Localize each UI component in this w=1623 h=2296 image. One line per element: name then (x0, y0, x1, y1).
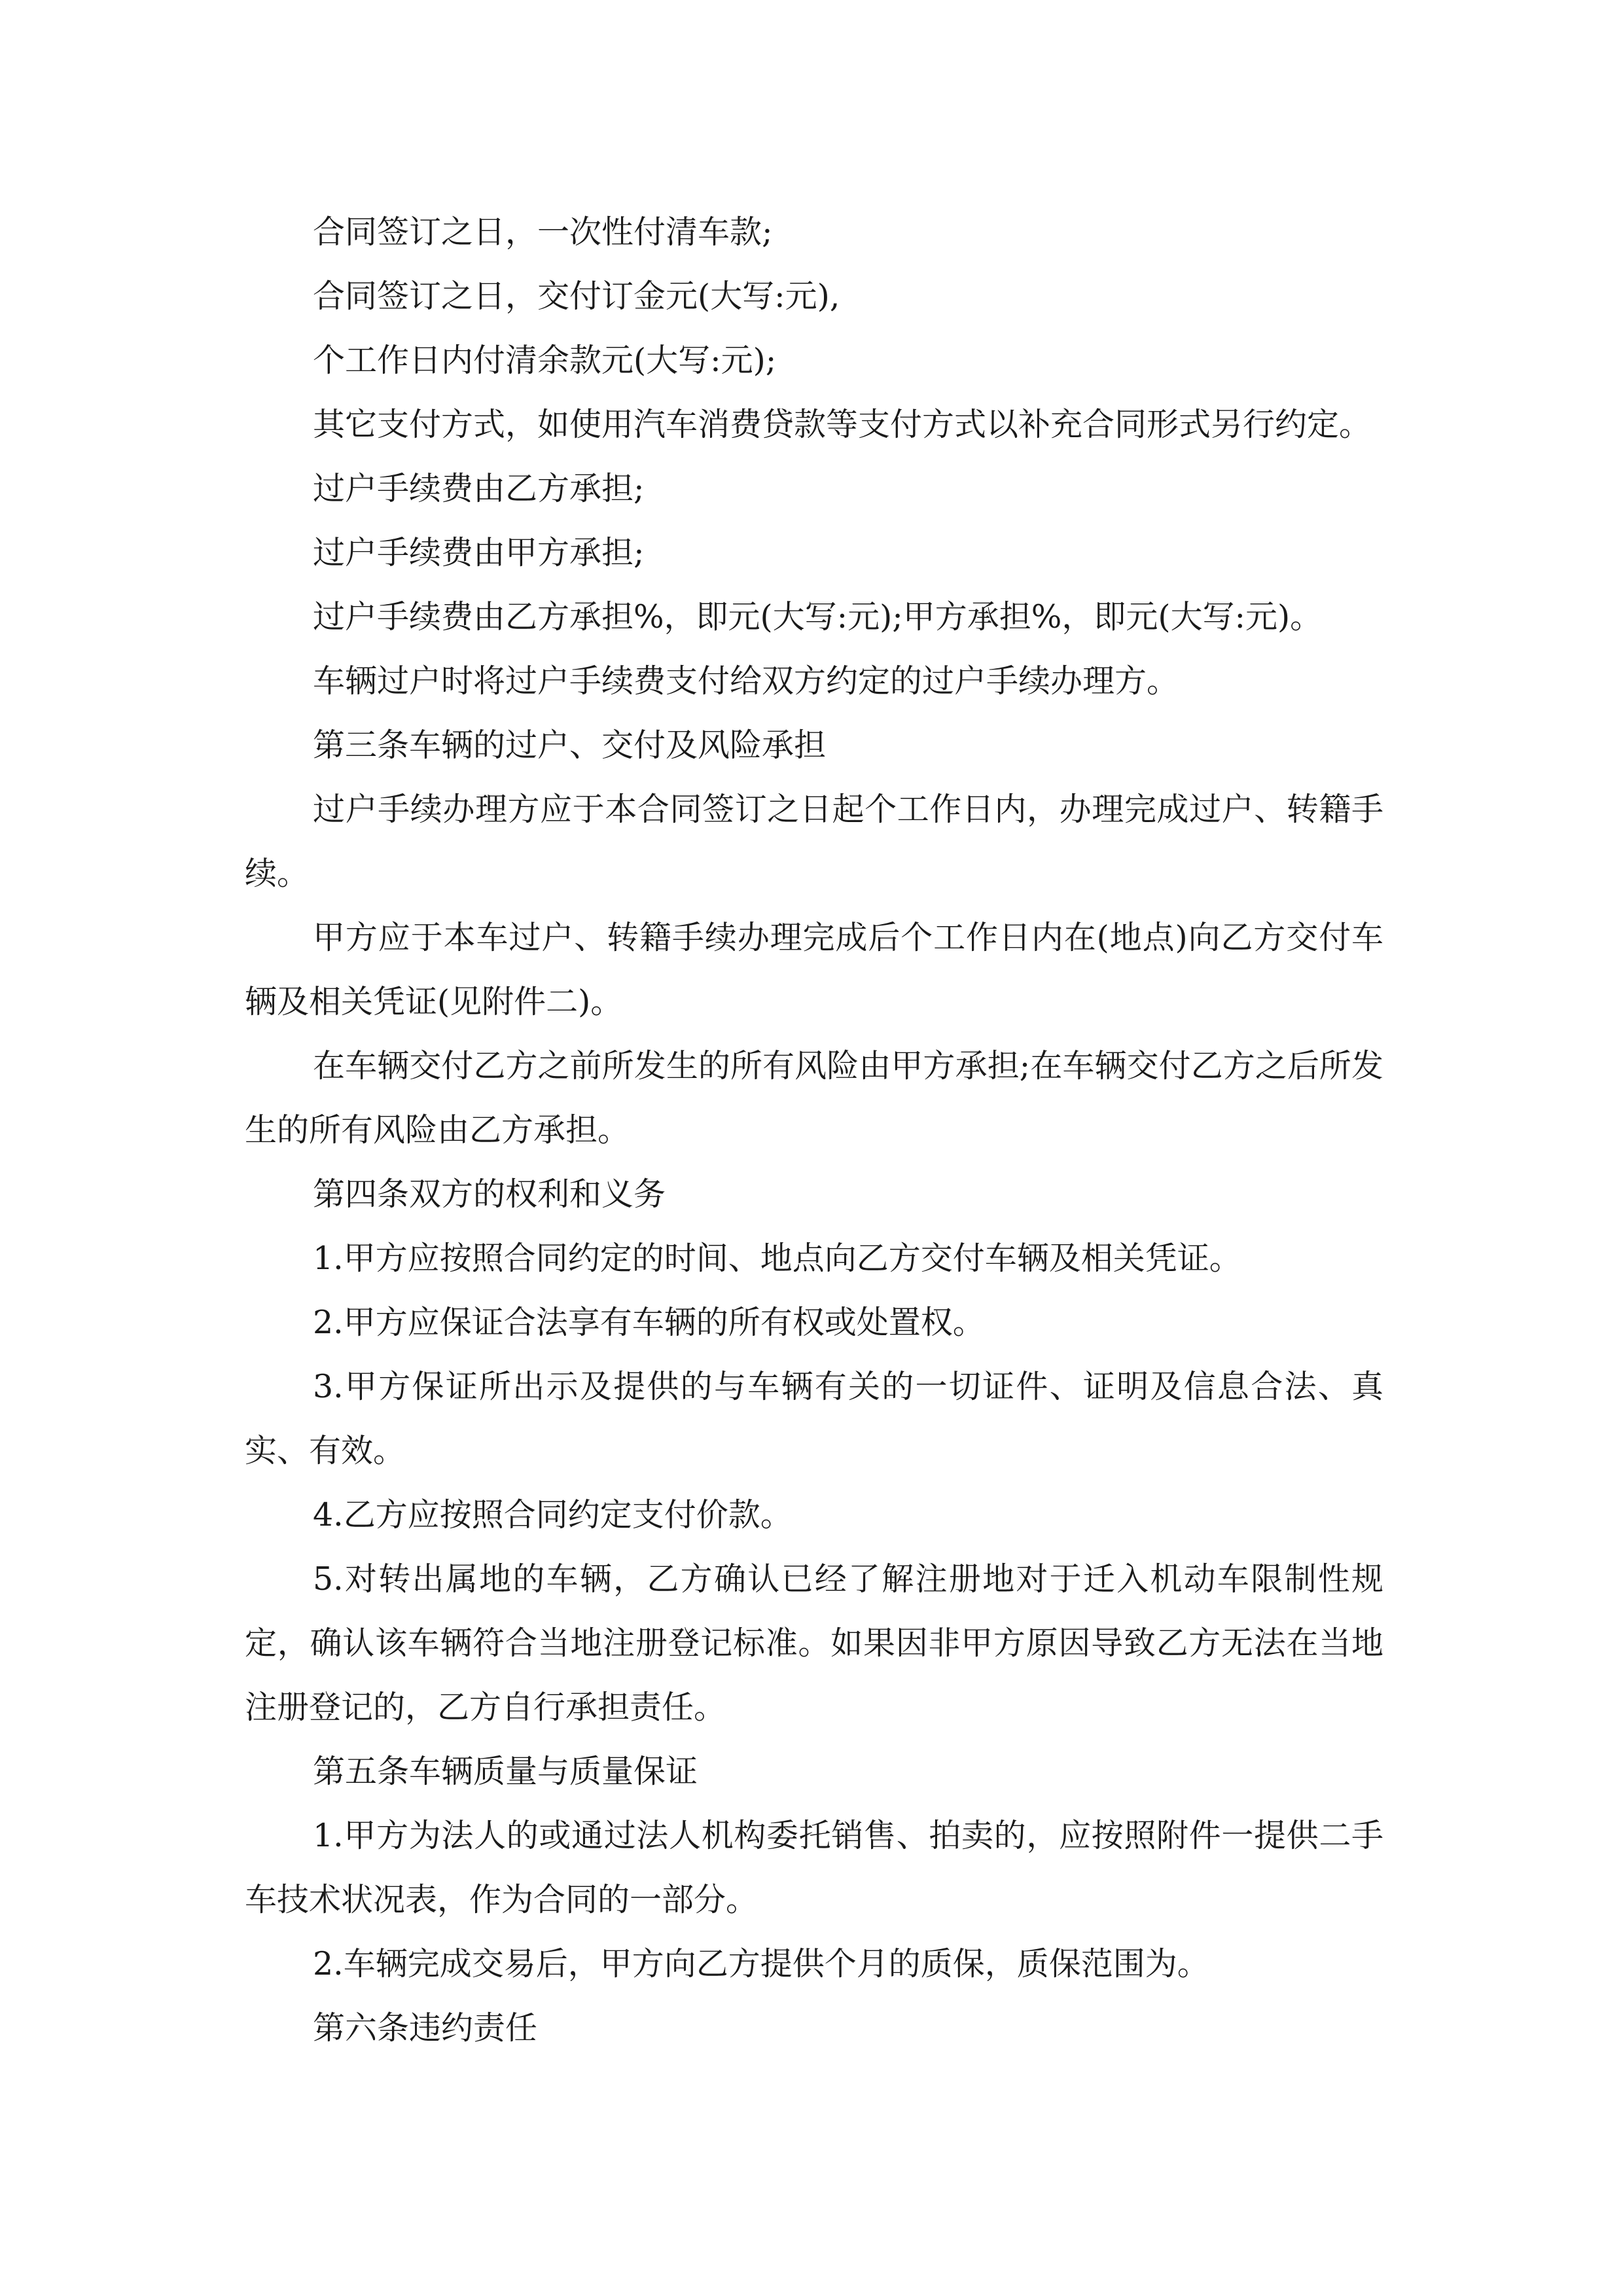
section-heading-article-6: 第六条违约责任 (313, 2009, 538, 2047)
paragraph-payment-full: 合同签订之日，一次性付清车款; (313, 213, 773, 251)
clause-5-2: 2.车辆完成交易后，甲方向乙方提供个月的质保，质保范围为。 (313, 1945, 1209, 1982)
paragraph-delivery: 甲方应于本车过户、转籍手续办理完成后个工作日内在(地点)向乙方交付车辆及相关凭证(见附件二)。 (245, 919, 1383, 1020)
clause-5-1: 1.甲方为法人的或通过法人机构委托销售、拍卖的，应按照附件一提供二手车技术状况表，作为合同的一部分。 (245, 1817, 1383, 1918)
paragraph-payment-other: 其它支付方式，如使用汽车消费贷款等支付方式以补充合同形式另行约定。 (313, 406, 1372, 443)
clause-4-5: 5.对转出属地的车辆，乙方确认已经了解注册地对于迁入机动车限制性规定，确认该车辆符合当地注册登记标准。如果因非甲方原因导致乙方无法在当地注册登记的，乙方自行承担责任。 (245, 1560, 1383, 1726)
paragraph-fee-shared: 过户手续费由乙方承担%，即元(大写:元);甲方承担%，即元(大写:元)。 (313, 598, 1323, 636)
clause-4-3: 3.甲方保证所出示及提供的与车辆有关的一切证件、证明及信息合法、真实、有效。 (245, 1368, 1383, 1469)
section-heading-article-3: 第三条车辆的过户、交付及风险承担 (313, 726, 827, 764)
clause-4-1: 1.甲方应按照合同约定的时间、地点向乙方交付车辆及相关凭证。 (313, 1240, 1241, 1277)
clause-4-2: 2.甲方应保证合法享有车辆的所有权或处置权。 (313, 1304, 985, 1341)
paragraph-fee-party-b: 过户手续费由乙方承担; (313, 470, 645, 507)
paragraph-payment-deposit: 合同签订之日，交付订金元(大写:元), (313, 278, 840, 315)
clause-4-4: 4.乙方应按照合同约定支付价款。 (313, 1496, 793, 1534)
paragraph-transfer-deadline: 过户手续办理方应于本合同签订之日起个工作日内，办理完成过户、转籍手续。 (245, 791, 1383, 892)
paragraph-fee-party-a: 过户手续费由甲方承担; (313, 534, 645, 571)
paragraph-payment-balance: 个工作日内付清余款元(大写:元); (313, 342, 777, 379)
paragraph-fee-payment: 车辆过户时将过户手续费支付给双方约定的过户手续办理方。 (313, 662, 1179, 700)
section-heading-article-4: 第四条双方的权利和义务 (313, 1175, 666, 1213)
document-body (245, 200, 1383, 2060)
paragraph-risk: 在车辆交付乙方之前所发生的所有风险由甲方承担;在车辆交付乙方之后所发生的所有风险由乙方承担。 (245, 1047, 1383, 1149)
section-heading-article-5: 第五条车辆质量与质量保证 (313, 1753, 698, 1790)
